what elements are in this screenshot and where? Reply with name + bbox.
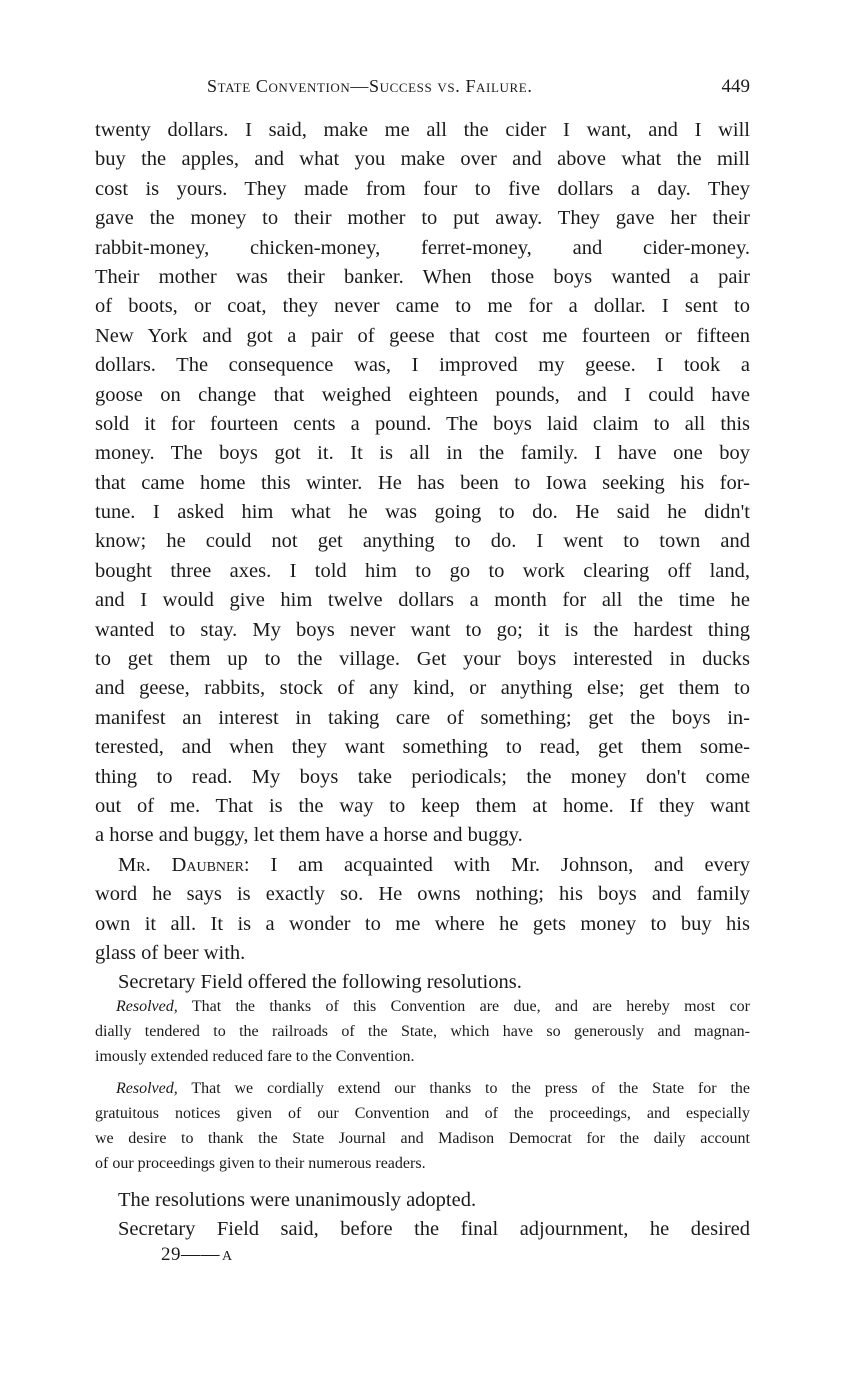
body-line: glass of beer with. <box>95 941 246 964</box>
resolution-first-line <box>95 994 750 1019</box>
body-line: word he says is exactly so. He owns nothing; his boys and family <box>95 883 750 906</box>
body-line: The resolutions were unanimously adopted. <box>118 1189 477 1211</box>
resolution-line: dially tendered to the railroads of the State, which have so generously and magnan- <box>95 1023 750 1041</box>
body-line: goose on change that weighed eighteen pounds, and I could have <box>95 383 750 406</box>
body-line: buy the apples, and what you make over and above what the mill <box>95 148 750 171</box>
body-line: know; he could not get anything to do. I went to town and <box>95 530 750 553</box>
speaker-name: Mr. Daubner: <box>118 853 250 876</box>
closing-text <box>95 1186 750 1245</box>
body-line: cost is yours. They made from four to five dollars a day. They <box>95 177 750 200</box>
body-line: out of me. That is the way to keep them at home. If they want <box>95 794 750 817</box>
resolution-line: gratuitous notices given of our Convention and of the proceedings, and especially <box>95 1104 750 1122</box>
resolution-text: That we cordially extend our thanks to the press of the State for the <box>191 1079 750 1097</box>
resolutions-block <box>95 994 750 1176</box>
resolution-text: That the thanks of this Convention are due, and are hereby most cor <box>191 998 751 1015</box>
body-line: to get them up to the village. Get your boys interested in ducks <box>95 648 750 671</box>
body-line: dollars. The consequence was, I improved my geese. I took a <box>95 354 750 377</box>
body-line: tune. I asked him what he was going to do. He said he didn't <box>95 501 750 524</box>
body-line: New York and got a pair of geese that cost me fourteen or fifteen <box>95 324 750 347</box>
signature-letter: A <box>222 1249 233 1264</box>
signature-number: 29 <box>161 1244 181 1265</box>
body-line: rabbit-money, chicken-money, ferret-money, and cider-money. <box>95 236 750 259</box>
body-line: that came home this winter. He has been to Iowa seeking his for- <box>95 471 750 494</box>
resolved-lead: Resolved, <box>116 998 178 1015</box>
body-line: bought three axes. I told him to go to work clearing off land, <box>95 559 750 582</box>
resolution-line: we desire to thank the State Journal and Madison Democrat for the daily account <box>95 1129 750 1147</box>
body-line: own it all. It is a wonder to me where he gets money to buy his <box>95 912 750 935</box>
body-line: money. The boys got it. It is all in the family. I have one boy <box>95 442 750 465</box>
printer-signature <box>161 1244 233 1266</box>
secretary-intro: Secretary Field offered the following resolutions. <box>118 971 522 994</box>
body-line: Their mother was their banker. When those boys wanted a pair <box>95 265 750 288</box>
body-line: and geese, rabbits, stock of any kind, or anything else; get them to <box>95 677 750 700</box>
daubner-paragraph-start <box>95 851 750 880</box>
body-line: manifest an interest in taking care of something; get the boys in- <box>95 706 750 729</box>
body-line: Secretary Field said, before the final adjournment, he desired <box>118 1218 750 1241</box>
resolution-line: imously extended reduced fare to the Convention. <box>95 1048 415 1066</box>
resolution-first-line <box>95 1076 750 1101</box>
body-line: of boots, or coat, they never came to me for a dollar. I sent to <box>95 295 750 318</box>
body-line: gave the money to their mother to put away. They gave her their <box>95 207 750 230</box>
body-line-fragment: I am acquainted with Mr. Johnson, and every <box>270 853 751 876</box>
running-title: State Convention—Success vs. Failure. <box>207 76 533 96</box>
resolved-lead: Resolved, <box>116 1079 178 1097</box>
body-line: sold it for fourteen cents a pound. The boys laid claim to all this <box>95 412 750 435</box>
resolution-line: of our proceedings given to their numerous readers. <box>95 1155 426 1173</box>
body-line: thing to read. My boys take periodicals; the money don't come <box>95 765 750 788</box>
body-text <box>95 116 750 998</box>
body-line: wanted to stay. My boys never want to go; it is the hardest thing <box>95 618 750 641</box>
body-line: twenty dollars. I said, make me all the cider I want, and I will <box>95 119 750 141</box>
page-number: 449 <box>721 76 750 97</box>
body-line: and I would give him twelve dollars a month for all the time he <box>95 589 750 612</box>
body-line: a horse and buggy, let them have a horse and buggy. <box>95 824 523 847</box>
signature-dash: —— <box>181 1244 220 1265</box>
body-line: terested, and when they want something to read, get them some- <box>95 736 750 759</box>
running-head <box>95 76 750 102</box>
book-page <box>95 0 755 1380</box>
